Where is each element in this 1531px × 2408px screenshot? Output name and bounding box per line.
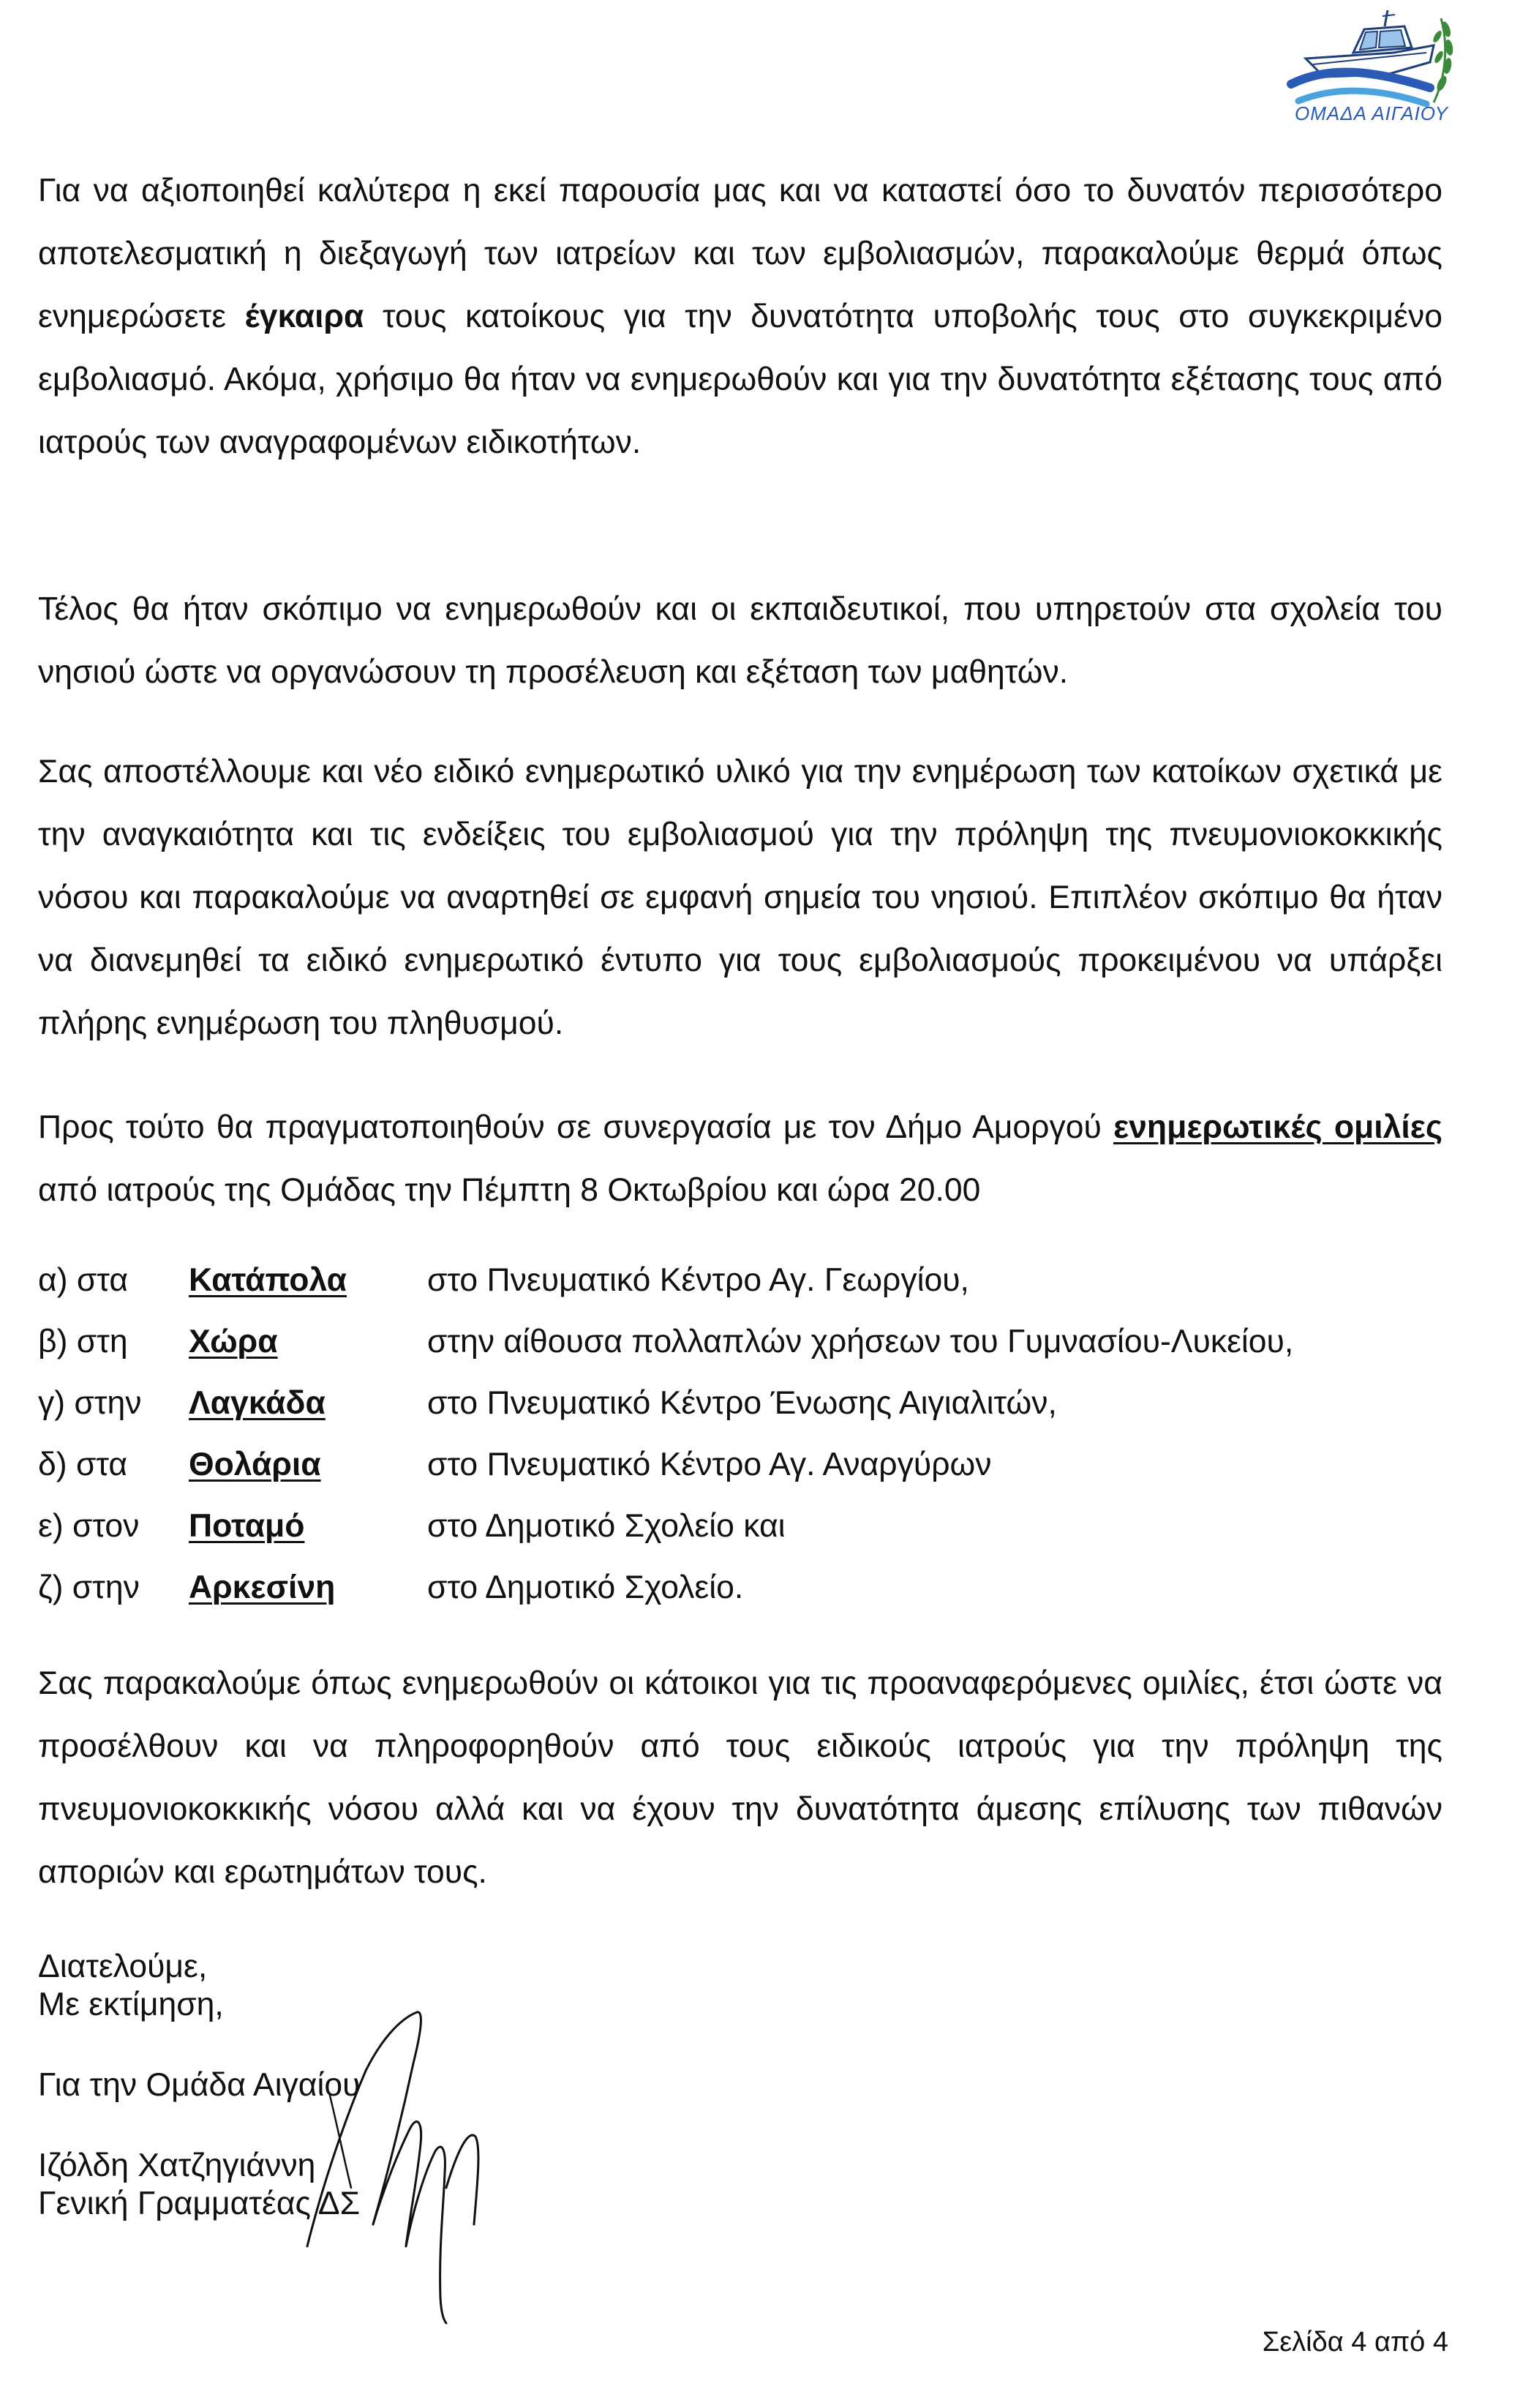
closing-org: Για την Ομάδα Αιγαίου (38, 2067, 361, 2103)
location-venue: στην αίθουσα πολλαπλών χρήσεων του Γυμνασίου-Λυκείου, (427, 1324, 1294, 1359)
location-place: Αρκεσίνη (189, 1569, 336, 1605)
location-prefix: δ) στα (38, 1447, 128, 1482)
paragraph-5: Σας παρακαλούμε όπως ενημερωθούν οι κάτοικοι για τις προαναφερόμενες ομιλίες, έτσι ώστε να προσέλθουν και να πληροφορηθούν από τους ειδικούς ιατρούς για την πρόληψη της πνευμονιοκοκκικής νόσου αλλά και να έχουν την δυνατότητα άμεσης επίλυσης των πιθανών αποριών και ερωτημάτων τους. (38, 1665, 1442, 1890)
paragraph-3: Σας αποστέλλουμε και νέο ειδικό ενημερωτικό υλικό για την ενημέρωση των κατοίκων σχετικά με την αναγκαιότητα και τις ενδείξεις του εμβολιασμού για την πρόληψη της πνευμονιοκοκκικής νόσου και παρακαλούμε να αναρτηθεί σε εμφανή σημεία του νησιού. Επιπλέον σκόπιμο θα ήταν να διανεμηθεί τα ειδικό ενημερωτικό έντυπο για τους εμβολιασμούς προκειμένου να υπάρξει πλήρης ενημέρωση του πληθυσμού. (38, 754, 1442, 1041)
location-place: Χώρα (189, 1324, 278, 1359)
location-row (38, 1373, 1464, 1434)
location-prefix: β) στη (38, 1324, 128, 1359)
paragraph-2: Τέλος θα ήταν σκόπιμο να ενημερωθούν και οι εκπαιδευτικοί, που υπηρετούν στα σχολεία του νησιού ώστε να οργανώσουν τη προσέλευση και εξέταση των μαθητών. (38, 591, 1442, 690)
location-row (38, 1557, 1464, 1619)
signatory-title: Γενική Γραμματέας ΔΣ (38, 2186, 361, 2221)
location-row (38, 1311, 1464, 1373)
location-venue: στο Δημοτικό Σχολείο και (427, 1508, 786, 1544)
logo-text: ΟΜΑΔΑ ΑΙΓΑΙΟΥ (1295, 102, 1448, 124)
location-prefix: α) στα (38, 1262, 129, 1298)
location-place: Ποταμό (189, 1508, 305, 1544)
location-place: Λαγκάδα (189, 1385, 326, 1421)
location-prefix: ζ) στην (38, 1569, 140, 1605)
location-prefix: ε) στον (38, 1508, 140, 1544)
paragraph-4 (38, 1096, 1442, 1222)
paragraph-4-underlined: ενημερωτικές ομιλίες (1113, 1109, 1443, 1145)
location-row (38, 1496, 1464, 1557)
signatory-name: Ιζόλδη Χατζηγιάννη (38, 2148, 316, 2183)
location-venue: στο Πνευματικό Κέντρο Αγ. Γεωργίου, (427, 1262, 969, 1298)
location-venue: στο Πνευματικό Κέντρο Ένωσης Αιγιαλιτών, (427, 1385, 1057, 1421)
location-prefix: γ) στην (38, 1385, 142, 1421)
location-row (38, 1434, 1464, 1496)
location-place: Κατάπολα (189, 1262, 347, 1298)
paragraph-4-text-b: από ιατρούς της Ομάδας την Πέμπτη 8 Οκτωβρίου και ώρα 20.00 (38, 1172, 981, 1208)
closing-greeting: Διατελούμε, (38, 1948, 208, 1984)
closing-regards: Με εκτίμηση, (38, 1987, 224, 2022)
location-place: Θολάρια (189, 1447, 321, 1482)
paragraph-1-bold: έγκαιρα (244, 299, 364, 334)
paragraph-1-text-a: Για να αξιοποιηθεί καλύτερα η εκεί παρουσία μας και να καταστεί όσο το δυνατόν περισσότερο αποτελεσματική η διεξαγωγή των ιατρείων και των εμβολιασμών, παρακαλούμε θερμά όπως ενημερώσετε (38, 173, 1442, 334)
location-venue: στο Πνευματικό Κέντρο Αγ. Αναργύρων (427, 1447, 992, 1482)
paragraph-1 (38, 160, 1442, 474)
signature-icon (278, 2005, 497, 2327)
paragraph-1-text-b: τους κατοίκους για την δυνατότητα υποβολής τους στο συγκεκριμένο εμβολιασμό. Ακόμα, χρήσιμο θα ήταν να ενημερωθούν και για την δυνατότητα εξέτασης τους από ιατρούς των αναγραφομένων ειδικοτήτων. (38, 299, 1442, 460)
location-row (38, 1250, 1464, 1311)
location-venue: στο Δημοτικό Σχολείο. (427, 1569, 744, 1605)
paragraph-4-text-a: Προς τούτο θα πραγματοποιηθούν σε συνεργασία με τον Δήμο Αμοργού (38, 1109, 1114, 1145)
page-number: Σελίδα 4 από 4 (1262, 2327, 1448, 2358)
locations-list (38, 1250, 1464, 1619)
